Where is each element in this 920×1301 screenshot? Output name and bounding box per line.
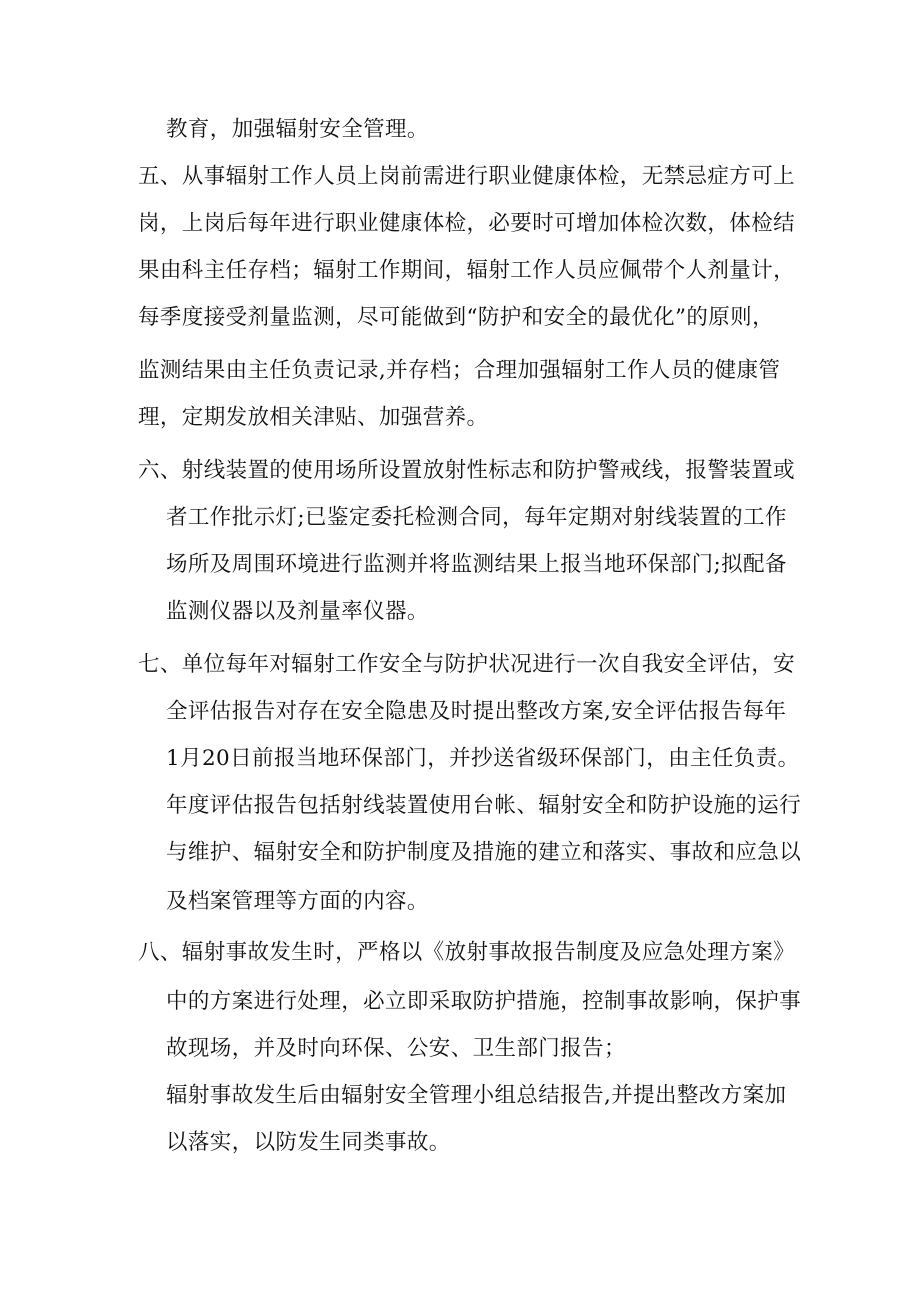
text-line-7: 理，定期发放相关津贴、加强营养。 — [138, 405, 489, 430]
text-line-8: 六、射线装置的使用场所设置放射性标志和防护警戒线，报警装置或 — [138, 458, 796, 483]
text-line-17: 及档案管理等方面的内容。 — [166, 889, 429, 914]
text-line-18: 八、辐射事故发生时，严格以《放射事故报告制度及应急处理方案》 — [138, 940, 796, 965]
text-line-2: 五、从事辐射工作人员上岗前需进行职业健康体检，无禁忌症方可上 — [138, 164, 796, 189]
text-line-13: 全评估报告对存在安全隐患及时提出整改方案,安全评估报告每年 — [166, 699, 787, 724]
text-line-9: 者工作批示灯;已鉴定委托检测合同，每年定期对射线装置的工作 — [166, 505, 787, 530]
text-line-14: 1月20日前报当地环保部门，并抄送省级环保部门，由主任负责。 — [166, 746, 800, 771]
text-line-11: 监测仪器以及剂量率仪器。 — [166, 599, 429, 624]
text-line-21: 辐射事故发生后由辐射安全管理小组总结报告,并提出整改方案加 — [166, 1083, 787, 1108]
text-line-10: 场所及周围环境进行监测并将监测结果上报当地环保部门;拟配备 — [166, 552, 787, 577]
text-line-4: 果由科主任存档；辐射工作期间，辐射工作人员应佩带个人剂量计， — [138, 258, 796, 283]
text-line-1: 教育，加强辐射安全管理。 — [166, 117, 429, 142]
text-line-16: 与维护、辐射安全和防护制度及措施的建立和落实、事故和应急以 — [166, 840, 802, 865]
text-line-5: 每季度接受剂量监测，尽可能做到“防护和安全的最优化”的原则， — [138, 305, 774, 330]
text-line-19: 中的方案进行处理，必立即采取防护措施，控制事故影响，保护事 — [166, 989, 802, 1014]
text-line-6: 监测结果由主任负责记录,并存档；合理加强辐射工作人员的健康管 — [138, 358, 781, 383]
text-line-22: 以落实，以防发生同类事故。 — [166, 1130, 451, 1155]
text-line-15: 年度评估报告包括射线装置使用台帐、辐射安全和防护设施的运行 — [166, 793, 802, 818]
text-line-12: 七、单位每年对辐射工作安全与防护状况进行一次自我安全评估，安 — [138, 652, 796, 677]
text-line-3: 岗，上岗后每年进行职业健康体检，必要时可增加体检次数，体检结 — [138, 211, 796, 236]
text-line-20: 故现场，并及时向环保、公安、卫生部门报告； — [166, 1036, 626, 1061]
